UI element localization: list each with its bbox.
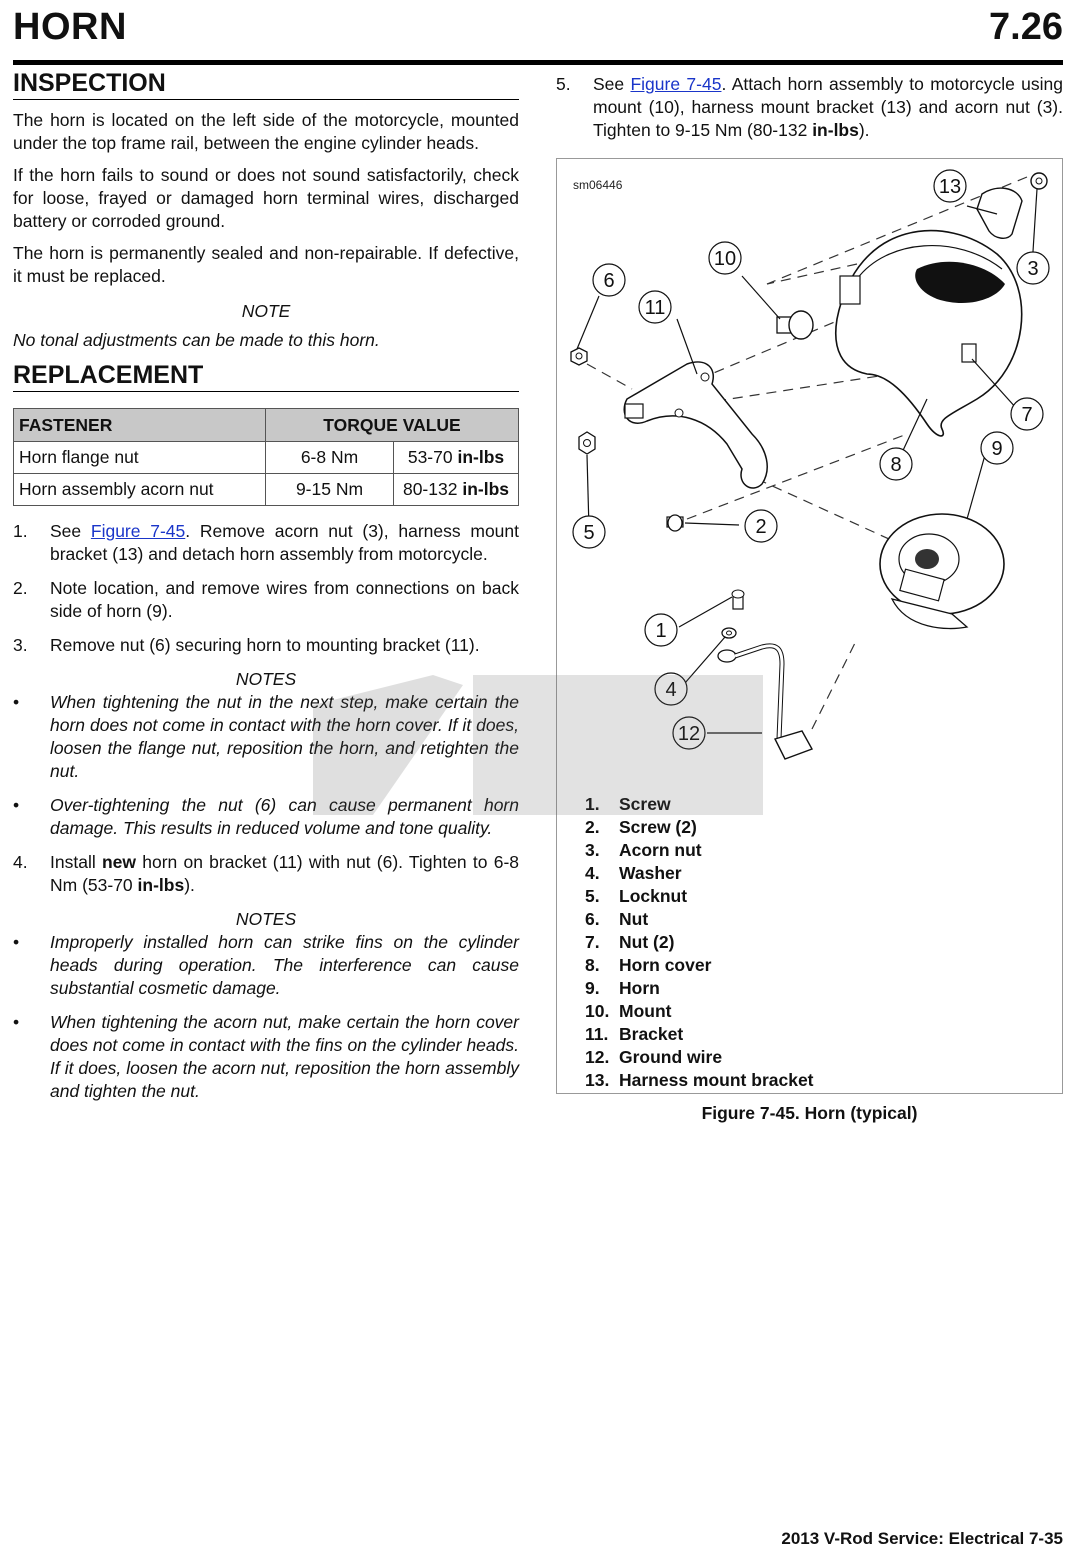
step-item bbox=[13, 851, 519, 897]
note-text: Improperly installed horn can strike fins on the cylinder heads during operation. The interference can cause substantial cosmetic damage. bbox=[50, 932, 519, 998]
fastener-cell: Horn assembly acorn nut bbox=[14, 474, 266, 506]
locknut-shape bbox=[579, 432, 595, 454]
legend-item: 12. Ground wire bbox=[585, 1047, 723, 1067]
step-number: 1. bbox=[13, 521, 28, 541]
svg-text:3: 3 bbox=[1027, 258, 1039, 280]
legend-item: 4. Washer bbox=[585, 863, 682, 883]
acorn-nut-shape bbox=[1031, 173, 1047, 189]
svg-text:5: 5 bbox=[583, 522, 595, 544]
svg-text:10: 10 bbox=[713, 248, 737, 270]
step-item bbox=[13, 577, 519, 623]
figure-code: sm06446 bbox=[573, 178, 623, 192]
inspection-paragraph: If the horn fails to sound or does not sound satisfactorily, check for loose, frayed or damaged horn terminal wires, discharged battery or corroded ground. bbox=[13, 165, 519, 231]
torque-inlbs-cell bbox=[394, 474, 519, 506]
left-column bbox=[13, 70, 519, 1103]
note-bullet bbox=[13, 691, 519, 783]
page-footer: 2013 V-Rod Service: Electrical 7-35 bbox=[781, 1529, 1063, 1548]
column-header-torque: TORQUE VALUE bbox=[266, 409, 519, 442]
callout-5 bbox=[573, 516, 605, 548]
svg-text:9: 9 bbox=[991, 438, 1003, 460]
torque-unit: in-lbs bbox=[462, 479, 510, 499]
callout-4 bbox=[655, 673, 687, 705]
callout-7 bbox=[1011, 398, 1043, 430]
callout-13 bbox=[934, 170, 966, 202]
legend-item: 6. Nut bbox=[585, 909, 649, 929]
callout-10 bbox=[709, 242, 741, 274]
replacement-heading: REPLACEMENT bbox=[13, 362, 519, 392]
page-header bbox=[13, 2, 1063, 65]
callout-12 bbox=[673, 717, 705, 749]
svg-text:13: 13 bbox=[938, 176, 962, 198]
note-label: NOTE bbox=[241, 301, 291, 321]
washer-shape bbox=[722, 628, 736, 638]
horn-exploded-diagram bbox=[557, 159, 1062, 789]
horn-cover-shape bbox=[836, 231, 1022, 436]
inspection-paragraph: The horn is located on the left side of the motorcycle, mounted under the top frame rail, between the engine cylinder heads. bbox=[13, 110, 519, 153]
step-text: See bbox=[593, 74, 631, 94]
svg-text:8: 8 bbox=[890, 454, 902, 476]
callout-6 bbox=[593, 264, 625, 296]
mount-shape bbox=[777, 311, 813, 339]
svg-text:4: 4 bbox=[665, 679, 677, 701]
inspection-paragraph: The horn is permanently sealed and non-repairable. If defective, it must be replaced. bbox=[13, 243, 519, 286]
torque-unit: in-lbs bbox=[812, 120, 859, 140]
step-number: 5. bbox=[556, 74, 571, 94]
torque-table bbox=[13, 408, 519, 506]
step-number: 2. bbox=[13, 578, 28, 598]
note-text: When tightening the acorn nut, make certain the horn cover does not come in contact with the fins on the cylinder heads. If it does, loosen the acorn nut, reposition the horn assembly and tighten the nut. bbox=[50, 1012, 519, 1101]
torque-nm-cell: 9-15 Nm bbox=[266, 474, 394, 506]
torque-unit: in-lbs bbox=[457, 447, 505, 467]
legend-item: 7. Nut (2) bbox=[585, 932, 675, 952]
inspection-heading: INSPECTION bbox=[13, 70, 519, 100]
step-text: See bbox=[50, 521, 91, 541]
section-number: 7.26 bbox=[989, 6, 1063, 48]
bullet-mark: • bbox=[13, 1012, 20, 1032]
legend-item: 10. Mount bbox=[585, 1001, 672, 1021]
callout-2 bbox=[745, 510, 777, 542]
torque-inlbs-value: 80-132 bbox=[402, 479, 458, 499]
torque-nm-cell: 6-8 Nm bbox=[266, 442, 394, 474]
note-bullet bbox=[13, 1011, 519, 1103]
callout-9 bbox=[981, 432, 1013, 464]
step-text: Install bbox=[50, 852, 102, 872]
legend-item: 5. Locknut bbox=[585, 886, 688, 906]
figure-link[interactable]: Figure 7-45 bbox=[630, 74, 722, 94]
legend-item: 9. Horn bbox=[585, 978, 660, 998]
bullet-mark: • bbox=[13, 795, 20, 815]
callout-8 bbox=[880, 448, 912, 480]
note-bullet bbox=[13, 794, 519, 840]
callout-3 bbox=[1017, 252, 1049, 284]
screw-shape bbox=[732, 590, 744, 609]
svg-text:2: 2 bbox=[755, 516, 767, 538]
figure-link[interactable]: Figure 7-45 bbox=[90, 521, 186, 541]
screw-shape bbox=[667, 515, 683, 531]
legend-item: 1. Screw bbox=[585, 794, 671, 814]
parts-legend bbox=[585, 793, 814, 1092]
step-item bbox=[13, 520, 519, 566]
column-header-fastener: FASTENER bbox=[14, 409, 266, 442]
legend-item: 2. Screw (2) bbox=[585, 817, 697, 837]
svg-text:11: 11 bbox=[644, 297, 666, 319]
callout-11 bbox=[639, 291, 671, 323]
svg-text:12: 12 bbox=[677, 723, 701, 745]
bracket-shape bbox=[624, 362, 767, 488]
nut-shape bbox=[571, 348, 587, 365]
step-text: Note location, and remove wires from connections on back side of horn (9). bbox=[50, 578, 519, 621]
step-text: Remove nut (6) securing horn to mounting bracket (11). bbox=[50, 635, 480, 655]
torque-inlbs-value: 53-70 bbox=[407, 447, 453, 467]
note-text: No tonal adjustments can be made to this horn. bbox=[13, 330, 380, 350]
svg-text:6: 6 bbox=[603, 270, 615, 292]
legend-item: 13. Harness mount bracket bbox=[585, 1070, 814, 1090]
step-item bbox=[556, 73, 1063, 142]
notes-label: NOTES bbox=[235, 909, 297, 929]
torque-unit: in-lbs bbox=[137, 875, 185, 895]
step-text: ). bbox=[858, 120, 870, 140]
legend-item: 8. Horn cover bbox=[585, 955, 712, 975]
svg-text:1: 1 bbox=[655, 620, 667, 642]
step-item bbox=[13, 634, 519, 657]
horn-shape bbox=[880, 514, 1004, 629]
emphasis-text: new bbox=[101, 852, 136, 872]
step-number: 3. bbox=[13, 635, 28, 655]
table-header-row bbox=[14, 409, 519, 442]
figure-caption: Figure 7-45. Horn (typical) bbox=[701, 1103, 918, 1123]
step-text: . Remove acorn nut (3), harness mount bracket (13) and detach horn assembly from motorcycle. bbox=[50, 521, 519, 564]
harness-mount-bracket-shape bbox=[977, 188, 1022, 238]
table-row bbox=[14, 474, 519, 506]
notes-label: NOTES bbox=[235, 669, 297, 689]
step-text: ). bbox=[184, 875, 195, 895]
step-text: . Attach horn assembly to motorcycle using mount (10), harness mount bracket (13) and acorn nut (3). Tighten to 9-15 Nm (80-132 bbox=[593, 74, 1064, 140]
ground-wire-shape bbox=[718, 646, 812, 759]
svg-text:7: 7 bbox=[1021, 404, 1033, 426]
legend-item: 3. Acorn nut bbox=[585, 840, 702, 860]
note-text: Over-tightening the nut (6) can cause permanent horn damage. This results in reduced volume and tone quality. bbox=[50, 795, 519, 838]
bullet-mark: • bbox=[13, 932, 20, 952]
step-number: 4. bbox=[13, 852, 28, 872]
legend-item: 11. Bracket bbox=[585, 1024, 684, 1044]
table-row bbox=[14, 442, 519, 474]
note-text: When tightening the nut in the next step, make certain the horn does not come in contact with the horn cover. If it does, loosen the flange nut, reposition the horn, and retighten the nut. bbox=[50, 692, 519, 781]
callout-1 bbox=[645, 614, 677, 646]
fastener-cell: Horn flange nut bbox=[14, 442, 266, 474]
page-title: HORN bbox=[13, 6, 127, 48]
bullet-mark: • bbox=[13, 692, 20, 712]
figure-horn bbox=[556, 158, 1063, 1094]
right-column bbox=[556, 73, 1063, 142]
step-text: horn on bracket (11) with nut (6). Tighten to 6-8 Nm (53-70 bbox=[50, 852, 520, 895]
note-bullet bbox=[13, 931, 519, 1000]
torque-inlbs-cell bbox=[394, 442, 519, 474]
